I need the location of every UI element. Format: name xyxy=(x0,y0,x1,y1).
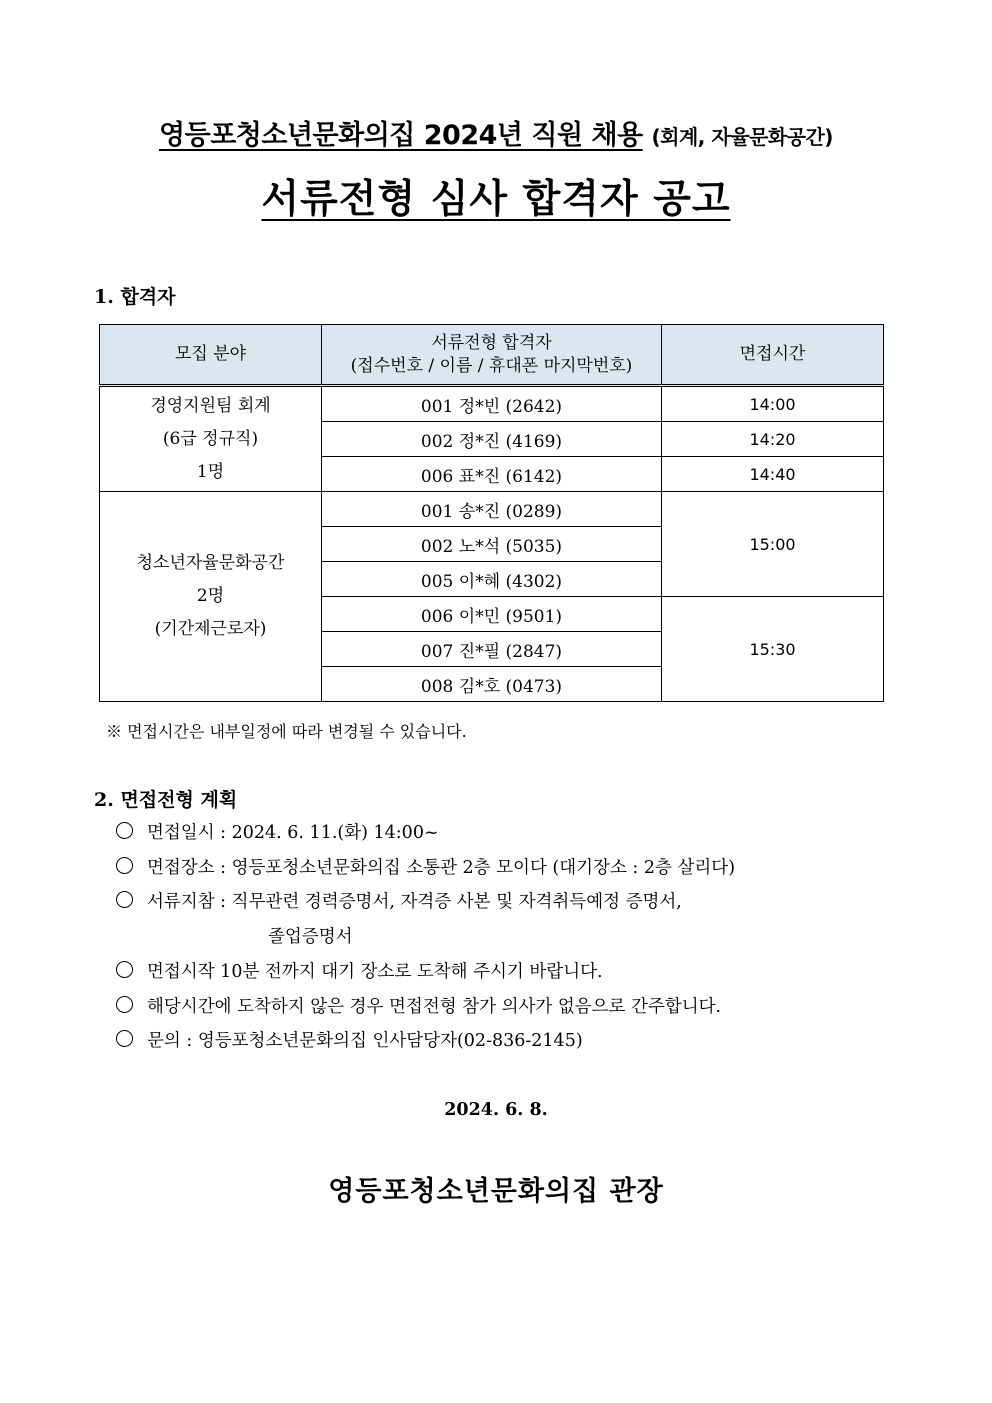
time-slot-cell: 15:30 xyxy=(662,597,884,702)
table-row xyxy=(100,492,884,527)
plan-item-text: 해당시간에 도착하지 않은 경우 면접전형 참가 의사가 없음으로 간주합니다. xyxy=(147,996,722,1017)
applicant-cell: 007 진*필 (2847) xyxy=(322,632,662,667)
time-slot-cell: 15:00 xyxy=(662,492,884,597)
time-cell: 14:00 xyxy=(662,386,884,422)
applicant-cell: 008 김*호 (0473) xyxy=(322,667,662,702)
field-accounting xyxy=(100,386,322,492)
header-applicant xyxy=(322,325,662,386)
results-table xyxy=(99,324,884,702)
field-line: (6급 정규직) xyxy=(162,428,259,449)
announcement-subtitle xyxy=(0,168,992,224)
title-main: 영등포청소년문화의집 2024년 직원 채용 xyxy=(159,120,643,151)
plan-item-text: 면접일시 : 2024. 6. 11.(화) 14:00~ xyxy=(147,823,439,843)
interview-plan-list xyxy=(116,816,735,1059)
time-cell: 14:20 xyxy=(662,422,884,457)
circle-bullet-icon xyxy=(116,996,133,1013)
list-item xyxy=(116,851,735,886)
list-item xyxy=(116,1024,735,1059)
field-line: (기간제근로자) xyxy=(154,619,267,639)
announcement-date: 2024. 6. 8. xyxy=(444,1100,548,1120)
applicant-cell: 002 노*석 (5035) xyxy=(322,527,662,562)
signer-name: 영등포청소년문화의집 관장 xyxy=(328,1176,664,1207)
list-item xyxy=(116,990,735,1025)
table-row xyxy=(100,386,884,422)
applicant-cell: 001 송*진 (0289) xyxy=(322,492,662,527)
field-line: 경영지원팀 회계 xyxy=(150,395,271,416)
field-line: 1명 xyxy=(196,461,225,482)
circle-bullet-icon xyxy=(116,891,133,908)
applicant-cell: 006 이*민 (9501) xyxy=(322,597,662,632)
time-cell: 14:40 xyxy=(662,457,884,492)
applicant-cell: 001 정*빈 (2642) xyxy=(322,386,662,422)
section2-heading: 2. 면접전형 계획 xyxy=(94,789,238,811)
header-applicant-line2: (접수번호 / 이름 / 휴대폰 마지막번호) xyxy=(350,355,633,376)
section1-heading: 1. 합격자 xyxy=(94,286,176,308)
applicant-cell: 006 표*진 (6142) xyxy=(322,457,662,492)
list-item xyxy=(116,816,735,851)
plan-item-text: 문의 : 영등포청소년문화의집 인사담당자(02-836-2145) xyxy=(147,1031,583,1052)
circle-bullet-icon xyxy=(116,1030,133,1047)
header-field: 모집 분야 xyxy=(100,325,322,386)
title-sub: (회계, 자율문화공간) xyxy=(651,125,833,149)
table-header-row xyxy=(100,325,884,386)
applicant-cell: 002 정*진 (4169) xyxy=(322,422,662,457)
plan-item-continuation: 졸업증명서 xyxy=(268,927,353,948)
plan-item-text: 면접장소 : 영등포청소년문화의집 소통관 2층 모이다 (대기장소 : 2층 살리다) xyxy=(147,857,736,878)
circle-bullet-icon xyxy=(116,961,133,978)
list-item xyxy=(116,955,735,990)
header-applicant-line1: 서류전형 합격자 xyxy=(431,332,552,353)
field-line: 청소년자율문화공간 xyxy=(136,553,285,573)
header-interview-time: 면접시간 xyxy=(662,325,884,386)
schedule-note: ※ 면접시간은 내부일정에 따라 변경될 수 있습니다. xyxy=(106,722,467,741)
field-youth-space xyxy=(100,492,322,702)
announcement-title xyxy=(0,113,992,152)
applicant-cell: 005 이*혜 (4302) xyxy=(322,562,662,597)
subtitle-text: 서류전형 심사 합격자 공고 xyxy=(261,177,731,222)
plan-item-text: 서류지참 : 직무관련 경력증명서, 자격증 사본 및 자격취득예정 증명서, xyxy=(147,892,682,913)
field-line: 2명 xyxy=(196,586,225,606)
circle-bullet-icon xyxy=(116,857,133,874)
plan-item-text: 면접시작 10분 전까지 대기 장소로 도착해 주시기 바랍니다. xyxy=(147,961,603,982)
list-item xyxy=(116,885,735,920)
circle-bullet-icon xyxy=(116,822,133,839)
